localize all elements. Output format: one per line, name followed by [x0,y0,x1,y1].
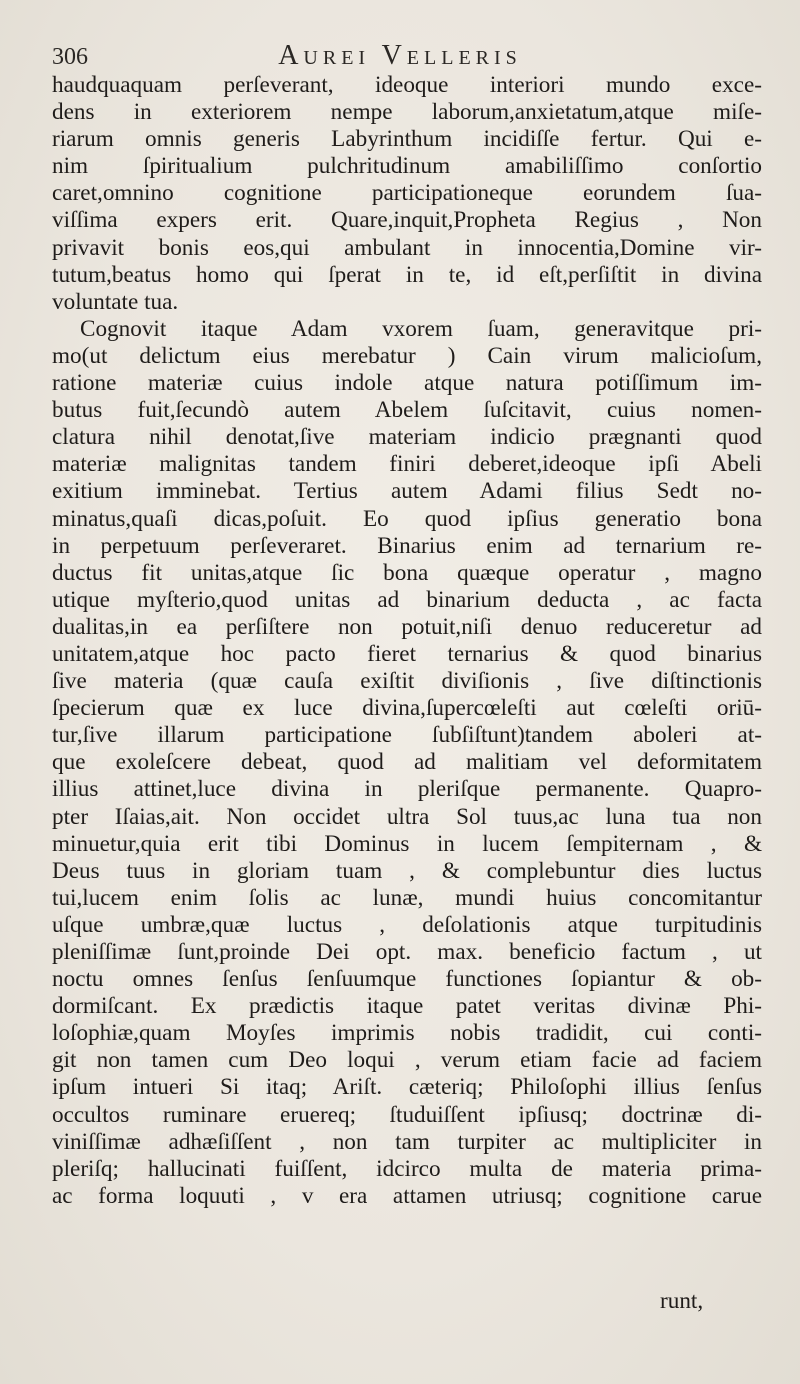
text-line: ratione materiæ cuius indole atque natura potiſſimum im- [52,370,762,397]
text-line: git non tamen cum Deo loqui , verum etiam facie ad faciem [52,1047,762,1074]
text-line: minatus,quaſi dicas,poſuit. Eo quod ipſius generatio bona [52,505,762,532]
catchword: runt, [660,1288,704,1314]
text-line: butus fuit,ſecundò autem Abelem ſuſcitavit, cuius nomen- [52,397,762,424]
text-line: haudquaquam perſeverant, ideoque interiori mundo exce- [52,72,762,98]
text-line: dualitas,in ea perſiſtere non potuit,niſi denuo reduceretur ad [52,613,762,640]
text-line: dens in exteriorem nempe laborum,anxietatum,atque miſe- [52,99,762,126]
text-line: riarum omnis generis Labyrinthum incidiſſe fertur. Qui e- [52,126,762,153]
text-line: privavit bonis eos,qui ambulant in innocentia,Domine vir- [52,234,762,261]
text-line: ſive materia (quæ cauſa exiſtit diviſionis , ſive diſtinctionis [52,668,762,695]
text-line: Deus tuus in gloriam tuam , & complebuntur dies luctus [52,857,762,884]
text-line: ipſum intueri Si itaq; Ariſt. cæteriq; Philoſophi illius ſenſus [52,1074,762,1101]
text-line: tutum,beatus homo qui ſperat in te, id eſt,perſiſtit in divina [52,261,762,288]
text-line: illius attinet,luce divina in pleriſque permanente. Quapro- [52,776,762,803]
text-line: caret,omnino cognitione participationeque eorundem ſua- [52,180,762,207]
text-line: viſſima expers erit. Quare,inquit,Propheta Regius , Non [52,207,762,234]
text-line: viniſſimæ adhæſiſſent , non tam turpiter ac multipliciter in [52,1128,762,1155]
paragraph-first-line: Cognovit itaque Adam vxorem ſuam, generavitque pri- [80,315,762,342]
text-line: pleniſſimæ ſunt,proinde Dei opt. max. beneficio factum , ut [52,939,762,965]
text-line: tur,ſive illarum participatione ſubſiſtunt)tandem aboleri at- [52,722,762,749]
text-line: uſque umbræ,quæ luctus , deſolationis atque turpitudinis [52,911,762,938]
text-line: in perpetuum perſeveraret. Binarius enim ad ternarium re- [52,532,762,559]
running-head: Aurei Velleris [278,40,522,71]
text-line: clatura nihil denotat,ſive materiam indicio prægnanti quod [52,424,762,451]
text-line: minuetur,quia erit tibi Dominus in lucem ſempiternam , & [52,830,762,857]
text-line: ductus fit unitas,atque ſic bona quæque operatur , magno [52,559,762,586]
text-line: nim ſpiritualium pulchritudinum amabiliſſimo conſortio [52,153,762,180]
text-line: ac forma loquuti , v era attamen utriusq; cognitione carue [52,1182,762,1209]
text-line: mo(ut delictum eius merebatur ) Cain virum malicioſum, [52,342,762,369]
text-line: ſpecierum quæ ex luce divina,ſupercœleſti aut cœleſti oriū- [52,695,762,722]
text-line: exitium imminebat. Tertius autem Adami filius Sedt no- [52,478,762,505]
text-line: utique myſterio,quod unitas ad binarium deducta , ac facta [52,586,762,613]
text-line: que exoleſcere debeat, quod ad malitiam vel deformitatem [52,749,762,776]
text-line: dormiſcant. Ex prædictis itaque patet veritas divinæ Phi- [52,993,762,1020]
text-line: pleriſq; hallucinati fuiſſent, idcirco multa de materia prima- [52,1155,762,1182]
text-line: pter Iſaias,ait. Non occidet ultra Sol tuus,ac luna tua non [52,803,762,830]
text-body [52,72,762,1210]
text-line: occultos ruminare eruereq; ſtuduiſſent ipſiusq; doctrinæ di- [52,1101,762,1128]
text-line: tui,lucem enim ſolis ac lunæ, mundi huius concomitantur [52,884,762,911]
text-line: noctu omnes ſenſus ſenſuumque functiones ſopiantur & ob- [52,966,762,993]
text-line: voluntate tua. [52,288,179,315]
text-line: unitatem,atque hoc pacto fieret ternarius & quod binarius [52,640,762,667]
text-line: loſophiæ,quam Moyſes imprimis nobis tradidit, cui conti- [52,1020,762,1047]
page-number: 306 [52,44,88,70]
text-line: materiæ malignitas tandem finiri deberet,ideoque ipſi Abeli [52,451,762,478]
